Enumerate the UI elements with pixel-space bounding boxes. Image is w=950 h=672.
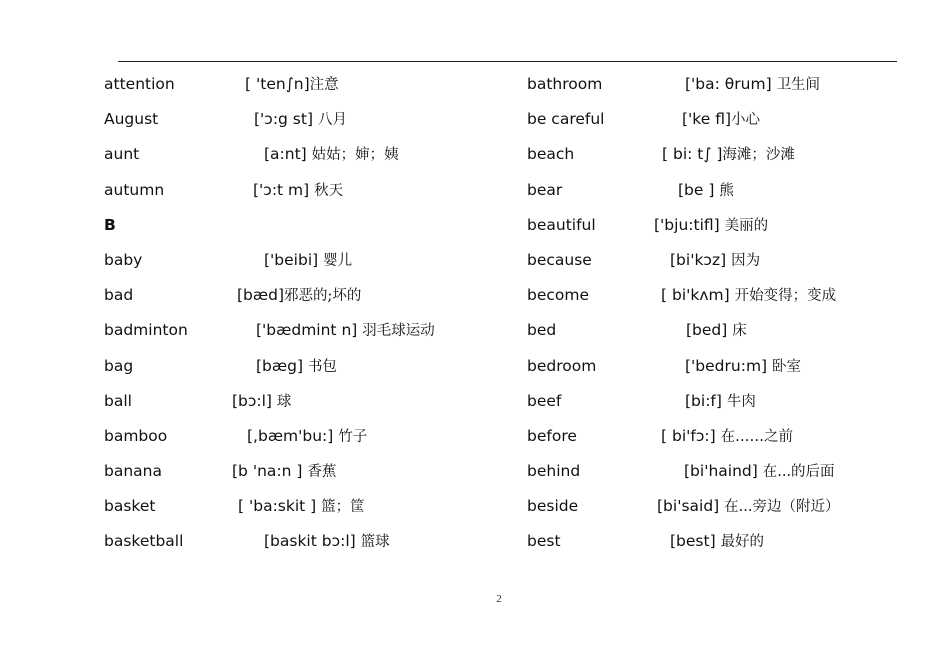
entry-pronunciation (685, 74, 820, 95)
meaning: 床 (732, 323, 747, 340)
entry-word: because (527, 250, 592, 269)
entry-word: August (104, 110, 159, 129)
phonetic: [ 'ten∫n] (245, 75, 310, 93)
entry-word: beautiful (527, 215, 596, 234)
phonetic: [bi'haind] (684, 462, 758, 481)
entry-word: beach (527, 145, 575, 164)
right-column (527, 74, 927, 567)
entry-row (527, 215, 927, 250)
meaning: 海滩；沙滩 (722, 147, 795, 164)
phonetic: ['ɔ:t m] (253, 180, 310, 199)
entry-row (104, 356, 524, 391)
phonetic: ['ba: θrum] (685, 75, 772, 93)
entry-row (527, 74, 927, 109)
meaning: 小心 (731, 112, 761, 129)
phonetic: [ 'ba:skit ] (238, 497, 317, 516)
entry-word: before (527, 426, 577, 445)
entry-row (104, 391, 524, 426)
entry-pronunciation (661, 426, 793, 447)
entry-row (104, 285, 524, 320)
phonetic: [bi'said] (657, 497, 720, 516)
meaning: 八月 (317, 112, 347, 129)
entry-row (104, 109, 524, 144)
entry-pronunciation (256, 320, 435, 341)
phonetic: [bæg] (256, 356, 303, 375)
meaning: 姑姑；婶；姨 (311, 147, 399, 164)
entry-row (527, 356, 927, 391)
entry-pronunciation (686, 320, 747, 341)
phonetic: ['ɔ:g st] (254, 110, 314, 129)
meaning: 最好的 (720, 534, 765, 551)
entry-pronunciation (685, 356, 801, 377)
entry-row (104, 250, 524, 285)
phonetic: [ bi: t∫ ] (662, 145, 723, 164)
left-column (104, 74, 524, 567)
entry-word: become (527, 286, 590, 305)
entry-pronunciation (232, 391, 291, 412)
letter-heading: B (104, 215, 116, 234)
entry-pronunciation (238, 496, 365, 517)
entry-row (104, 531, 524, 566)
entry-pronunciation (264, 531, 390, 552)
entry-word: basket (104, 497, 156, 516)
entry-row (104, 426, 524, 461)
phonetic: [bi:f] (685, 391, 722, 410)
phonetic: [a:nt] (264, 145, 307, 164)
phonetic: [b 'na:n ] (232, 462, 303, 481)
entry-row (527, 250, 927, 285)
entry-word: banana (104, 462, 162, 481)
entry-row (104, 496, 524, 531)
phonetic: [ bi'kʌm] (661, 286, 730, 305)
entry-pronunciation (662, 144, 795, 165)
entry-row (104, 144, 524, 179)
meaning: 竹子 (338, 428, 368, 445)
entry-word: bathroom (527, 75, 603, 93)
entry-word: bad (104, 286, 134, 305)
meaning: 球 (276, 393, 292, 410)
phonetic: [bed] (686, 321, 728, 340)
entry-pronunciation (237, 285, 361, 306)
entry-pronunciation (232, 461, 336, 482)
entry-pronunciation (678, 180, 734, 201)
entry-word: bedroom (527, 356, 597, 375)
meaning: 牛肉 (726, 393, 756, 410)
entry-pronunciation (256, 356, 337, 377)
meaning: 在……之前 (720, 428, 794, 445)
meaning: 卧室 (772, 358, 802, 375)
entry-row (527, 109, 927, 144)
entry-pronunciation (670, 250, 760, 271)
entry-word: beef (527, 391, 562, 410)
entry-word: autumn (104, 180, 165, 199)
entry-row (104, 320, 524, 355)
letter-heading-row (104, 215, 524, 250)
entry-pronunciation (245, 74, 339, 95)
meaning: 在...旁边（附近） (724, 499, 840, 516)
entry-word: bear (527, 180, 563, 199)
entry-pronunciation (264, 250, 352, 271)
entry-pronunciation (254, 109, 347, 130)
entry-row (104, 74, 524, 109)
entry-row (527, 144, 927, 179)
meaning: 邪恶的;坏的 (284, 288, 362, 305)
entry-row (527, 531, 927, 566)
meaning: 注意 (309, 77, 339, 93)
header-rule (118, 61, 897, 62)
meaning: 书包 (307, 358, 337, 375)
entry-pronunciation (264, 144, 399, 165)
page-number: 2 (496, 593, 502, 605)
meaning: 开始变得；变成 (734, 288, 837, 305)
phonetic: [,bæm'bu:] (247, 426, 334, 445)
entry-pronunciation (247, 426, 367, 447)
meaning: 婴儿 (323, 252, 353, 269)
phonetic: [bɔ:l] (232, 391, 272, 410)
entry-pronunciation (253, 180, 343, 201)
entry-row (527, 391, 927, 426)
entry-word: aunt (104, 145, 140, 164)
entry-pronunciation (657, 496, 840, 517)
meaning: 篮；筐 (321, 499, 365, 516)
entry-word: bamboo (104, 426, 168, 445)
entry-pronunciation (654, 215, 768, 236)
meaning: 篮球 (360, 534, 390, 551)
entry-row (527, 461, 927, 496)
phonetic: [ bi'fɔ:] (661, 426, 716, 445)
phonetic: [be ] (678, 180, 715, 199)
meaning: 熊 (719, 182, 734, 199)
entry-row (527, 320, 927, 355)
entry-row (527, 285, 927, 320)
phonetic: ['ke fl] (682, 110, 732, 129)
meaning: 在...的后面 (762, 464, 835, 481)
phonetic: ['bædmint n] (256, 321, 358, 340)
entry-word: behind (527, 462, 581, 481)
entry-row (527, 426, 927, 461)
phonetic: ['bedru:m] (685, 356, 768, 375)
entry-word: bag (104, 356, 134, 375)
entry-row (527, 180, 927, 215)
meaning: 卫生间 (776, 77, 821, 93)
entry-word: beside (527, 497, 579, 516)
entry-pronunciation (685, 391, 756, 412)
phonetic: [baskit bɔ:l] (264, 532, 356, 551)
meaning: 秋天 (314, 182, 344, 199)
entry-word: ball (104, 391, 132, 410)
entry-word: badminton (104, 321, 188, 340)
phonetic: ['bju:tifl] (654, 215, 720, 234)
entry-word: baby (104, 250, 143, 269)
entry-word: best (527, 532, 561, 551)
meaning: 香蕉 (307, 464, 337, 481)
phonetic: [bi'kɔz] (670, 250, 727, 269)
entry-word: bed (527, 321, 557, 340)
phonetic: [bæd] (237, 286, 284, 305)
entry-row (104, 461, 524, 496)
entry-row (527, 496, 927, 531)
meaning: 羽毛球运动 (362, 323, 435, 340)
entry-row (104, 180, 524, 215)
phonetic: [best] (670, 532, 716, 551)
entry-word: attention (104, 75, 175, 93)
entry-pronunciation (661, 285, 836, 306)
entry-word: basketball (104, 532, 184, 551)
entry-pronunciation (682, 109, 760, 130)
meaning: 美丽的 (724, 217, 769, 234)
entry-pronunciation (684, 461, 835, 482)
entry-word: be careful (527, 110, 605, 129)
phonetic: ['beibi] (264, 250, 319, 269)
entry-pronunciation (670, 531, 764, 552)
meaning: 因为 (731, 252, 761, 269)
